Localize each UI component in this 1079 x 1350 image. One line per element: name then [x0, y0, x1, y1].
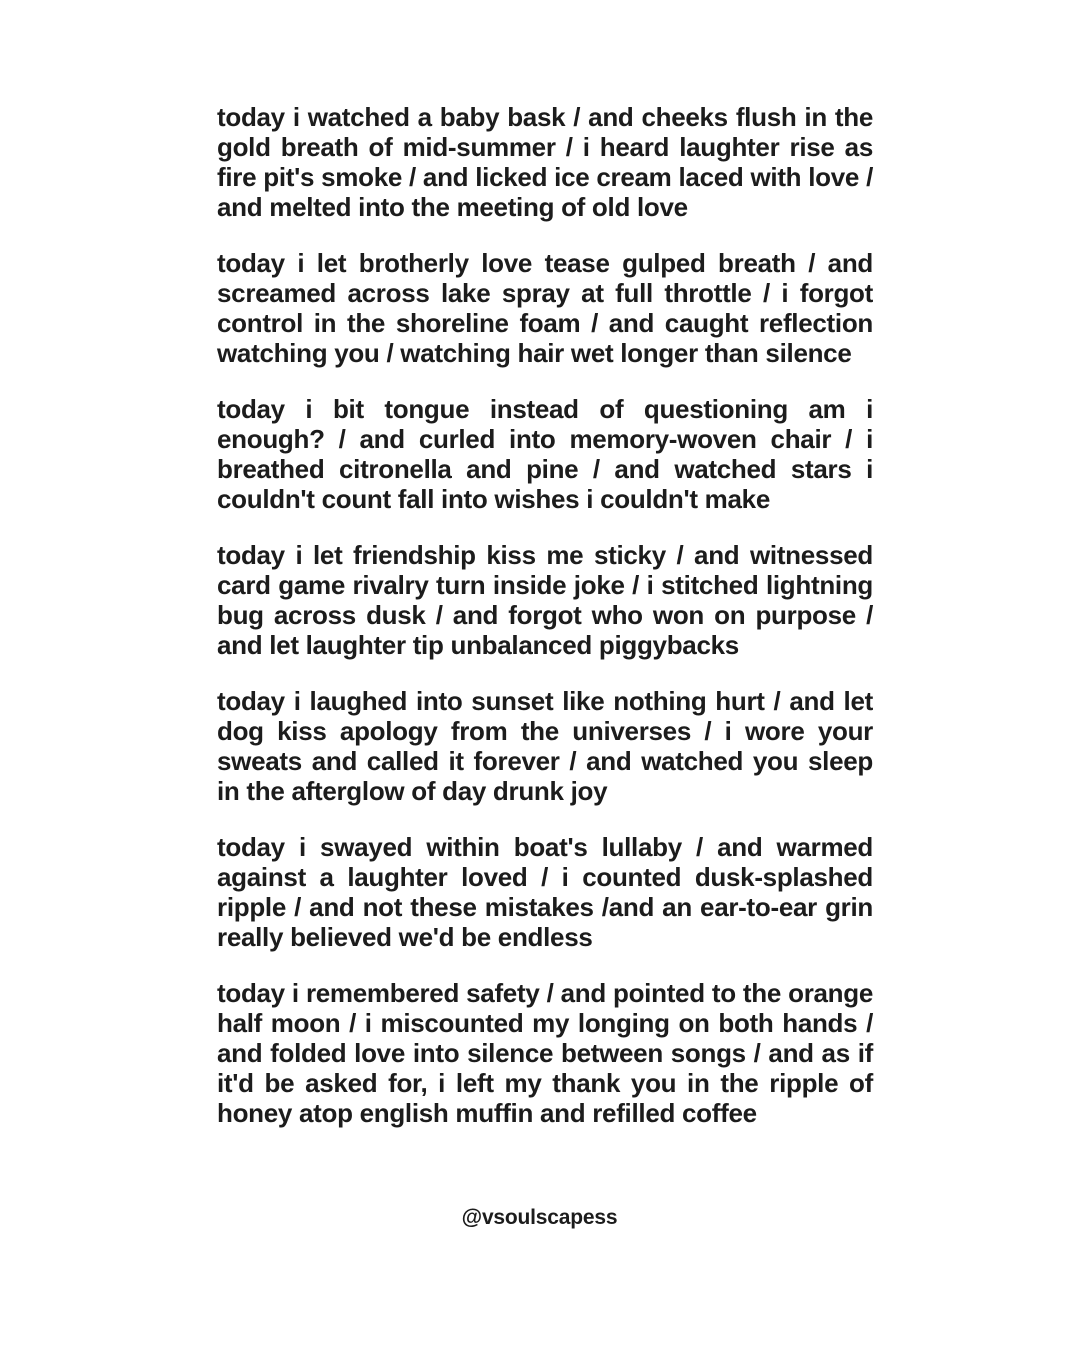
poem-stanza: today i let friendship kiss me sticky / and witnessed card game rivalry turn inside joke / i stitched lightning bug across dusk / and forgot who won on purpose / and let laughter tip unbalanced piggybacks [217, 540, 873, 660]
poem-stanza: today i laughed into sunset like nothing hurt / and let dog kiss apology from the universes / i wore your sweats and called it forever / and watched you sleep in the afterglow of day drunk joy [217, 686, 873, 806]
poem-stanza: today i swayed within boat's lullaby / and warmed against a laughter loved / i counted dusk-splashed ripple / and not these mistakes /and an ear-to-ear grin really believed we'd be endless [217, 832, 873, 952]
poem-stanza: today i remembered safety / and pointed to the orange half moon / i miscounted my longing on both hands / and folded love into silence between songs / and as if it'd be asked for, i left my thank you in the ripple of honey atop english muffin and refilled coffee [217, 978, 873, 1128]
poem-stanza: today i let brotherly love tease gulped breath / and screamed across lake spray at full throttle / i forgot control in the shoreline foam / and caught reflection watching you / watching hair wet longer than silence [217, 248, 873, 368]
poem-body [217, 102, 873, 1154]
author-handle: @vsoulscapess [461, 1206, 618, 1229]
poem-stanza: today i bit tongue instead of questioning am i enough? / and curled into memory-woven chair / i breathed citronella and pine / and watched stars i couldn't count fall into wishes i couldn't make [217, 394, 873, 514]
poem-stanza: today i watched a baby bask / and cheeks flush in the gold breath of mid-summer / i heard laughter rise as fire pit's smoke / and licked ice cream laced with love / and melted into the meeting of old love [217, 102, 873, 222]
